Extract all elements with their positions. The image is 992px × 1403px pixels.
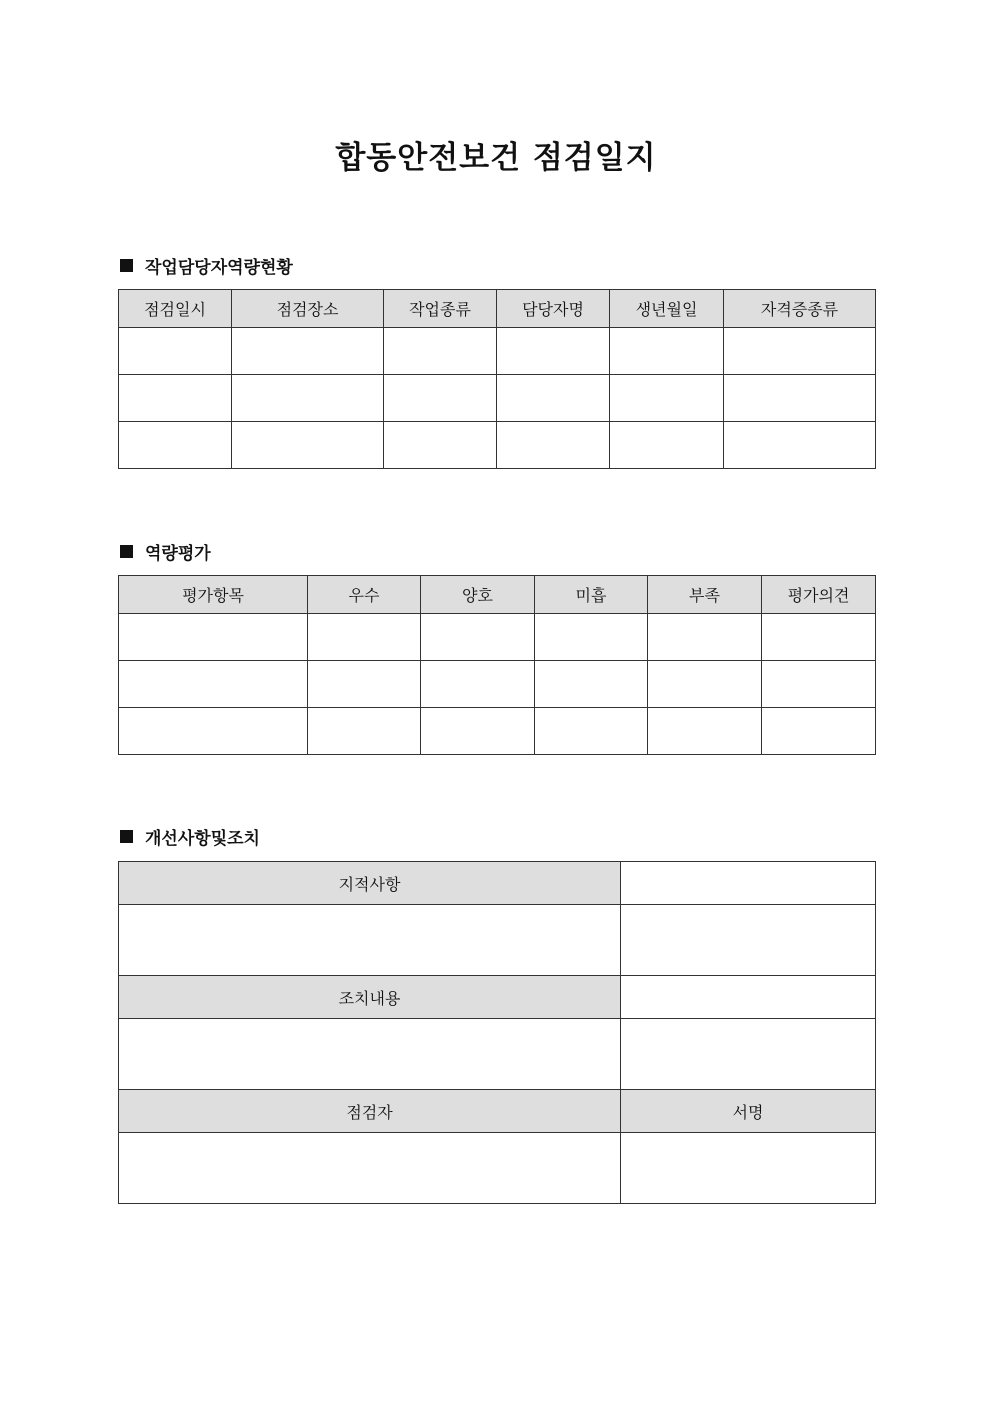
table-row (119, 375, 876, 422)
cell-good[interactable] (421, 708, 535, 755)
header-signature: 서명 (621, 1090, 876, 1133)
cell-certificate-type[interactable] (724, 422, 876, 469)
cell-person-in-charge[interactable] (497, 328, 610, 375)
cell-inspection-location[interactable] (232, 375, 384, 422)
cell-person-in-charge[interactable] (497, 375, 610, 422)
section-heading-worker-competency (120, 253, 293, 277)
cell-inspection-location[interactable] (232, 328, 384, 375)
cell-birth-date[interactable] (610, 422, 724, 469)
cell-findings-extra[interactable] (621, 905, 876, 976)
header-work-type: 작업종류 (384, 290, 497, 328)
header-evaluation-item: 평가항목 (119, 576, 308, 614)
cell-certificate-type[interactable] (724, 328, 876, 375)
header-inspector: 점검자 (119, 1090, 621, 1133)
header-good: 양호 (421, 576, 535, 614)
cell-inspection-datetime[interactable] (119, 375, 232, 422)
cell-excellent[interactable] (308, 661, 421, 708)
cell-inspection-datetime[interactable] (119, 328, 232, 375)
section-heading-label: 역량평가 (145, 543, 211, 564)
document-title: 합동안전보건 점검일지 (335, 140, 657, 176)
header-person-in-charge: 담당자명 (497, 290, 610, 328)
cell-good[interactable] (421, 614, 535, 661)
cell-work-type[interactable] (384, 328, 497, 375)
cell-good[interactable] (421, 661, 535, 708)
table-row (119, 614, 876, 661)
cell-action-extra[interactable] (621, 1019, 876, 1090)
table-row (119, 1133, 876, 1204)
square-bullet-icon (120, 830, 133, 843)
table-row (119, 328, 876, 375)
cell-birth-date[interactable] (610, 328, 724, 375)
header-findings: 지적사항 (119, 862, 621, 905)
cell-insufficient[interactable] (535, 661, 648, 708)
section-heading-label: 작업담당자역량현황 (145, 257, 293, 278)
cell-inspector[interactable] (119, 1133, 621, 1204)
cell-certificate-type[interactable] (724, 375, 876, 422)
cell-evaluation-opinion[interactable] (762, 661, 876, 708)
table-header-row (119, 862, 876, 905)
cell-evaluation-item[interactable] (119, 614, 308, 661)
table-row (119, 422, 876, 469)
cell-evaluation-item[interactable] (119, 708, 308, 755)
cell-findings-content[interactable] (119, 905, 621, 976)
cell-evaluation-opinion[interactable] (762, 614, 876, 661)
cell-excellent[interactable] (308, 708, 421, 755)
cell-signature[interactable] (621, 1133, 876, 1204)
table-row (119, 905, 876, 976)
header-birth-date: 생년월일 (610, 290, 724, 328)
square-bullet-icon (120, 259, 133, 272)
cell-poor[interactable] (648, 614, 762, 661)
table-header-row (119, 290, 876, 328)
section-heading-label: 개선사항및조치 (145, 828, 260, 849)
cell-excellent[interactable] (308, 614, 421, 661)
cell-work-type[interactable] (384, 375, 497, 422)
header-inspection-datetime: 점검일시 (119, 290, 232, 328)
table-header-row (119, 576, 876, 614)
header-insufficient: 미흡 (535, 576, 648, 614)
section-heading-improvements-actions (120, 824, 260, 848)
cell-inspection-location[interactable] (232, 422, 384, 469)
cell-action-aside[interactable] (621, 976, 876, 1019)
cell-insufficient[interactable] (535, 708, 648, 755)
header-certificate-type: 자격증종류 (724, 290, 876, 328)
header-inspection-location: 점검장소 (232, 290, 384, 328)
worker-competency-table (118, 289, 876, 469)
cell-birth-date[interactable] (610, 375, 724, 422)
cell-findings-aside[interactable] (621, 862, 876, 905)
header-poor: 부족 (648, 576, 762, 614)
cell-person-in-charge[interactable] (497, 422, 610, 469)
cell-work-type[interactable] (384, 422, 497, 469)
cell-evaluation-item[interactable] (119, 661, 308, 708)
section-heading-competency-evaluation (120, 539, 211, 563)
improvements-actions-table (118, 861, 876, 1204)
table-header-row (119, 1090, 876, 1133)
cell-insufficient[interactable] (535, 614, 648, 661)
header-action-details: 조치내용 (119, 976, 621, 1019)
table-row (119, 661, 876, 708)
cell-action-content[interactable] (119, 1019, 621, 1090)
table-row (119, 708, 876, 755)
competency-evaluation-table (118, 575, 876, 755)
cell-evaluation-opinion[interactable] (762, 708, 876, 755)
square-bullet-icon (120, 545, 133, 558)
cell-poor[interactable] (648, 708, 762, 755)
table-header-row (119, 976, 876, 1019)
header-evaluation-opinion: 평가의견 (762, 576, 876, 614)
cell-inspection-datetime[interactable] (119, 422, 232, 469)
header-excellent: 우수 (308, 576, 421, 614)
table-row (119, 1019, 876, 1090)
cell-poor[interactable] (648, 661, 762, 708)
